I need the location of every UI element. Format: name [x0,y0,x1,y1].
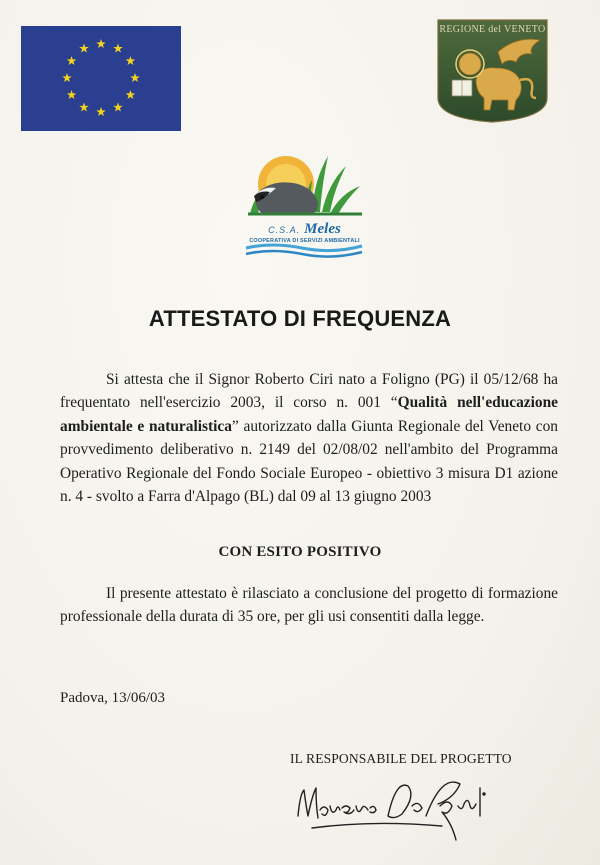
meles-csa: C.S.A. [268,225,301,235]
paragraph-2-text: Il presente attestato è rilasciato a conclusione del progetto di formazione professionale della durata di 35 ore, per gli usi consentiti dalla legge. [60,585,558,626]
paragraph-1-part-a: Si attesta che il Signor Roberto Ciri nato a Foligno (PG) il 05/12/68 ha frequentato nell'esercizio 2003, il corso n. 001 “ [60,371,558,412]
meles-wordmark [242,220,367,238]
handwritten-signature-icon [292,776,502,846]
meles-name: Meles [304,221,341,237]
responsabile-label: IL RESPONSABILE DEL PROGETTO [290,751,512,766]
esito-positivo: CON ESITO POSITIVO [218,544,382,560]
signature [292,776,502,846]
eu-flag-graphic [21,26,181,131]
place-date: Padova, 13/06/03 [60,690,165,706]
meles-logo [242,150,367,260]
certificate-title: ATTESTATO DI FREQUENZA [148,306,452,331]
meles-subtitle: COOPERATIVA DI SERVIZI AMBIENTALI [249,238,360,244]
paragraph-1-part-b: ” autorizzato dalla Giunta Regionale del Veneto con provvedimento deliberativo n. 2149 del 02/08/02 nell'ambito del Programma Operativo Regionale del Fondo Sociale Europeo - obiettivo 3 misura D1 azione n. 4 - svolto a Farra d'Alpago (BL) dal 09 al 13 giugno 2003 [60,417,558,506]
certificate-paragraph-2 [60,582,558,629]
regione-veneto-emblem [436,18,549,123]
course-name: Qualità nell'educazione ambientale e naturalistica [60,394,558,435]
regione-label: REGIONE del VENETO [439,24,546,35]
eu-flag-icon [21,26,181,131]
certificate-paragraph-1 [60,368,558,508]
